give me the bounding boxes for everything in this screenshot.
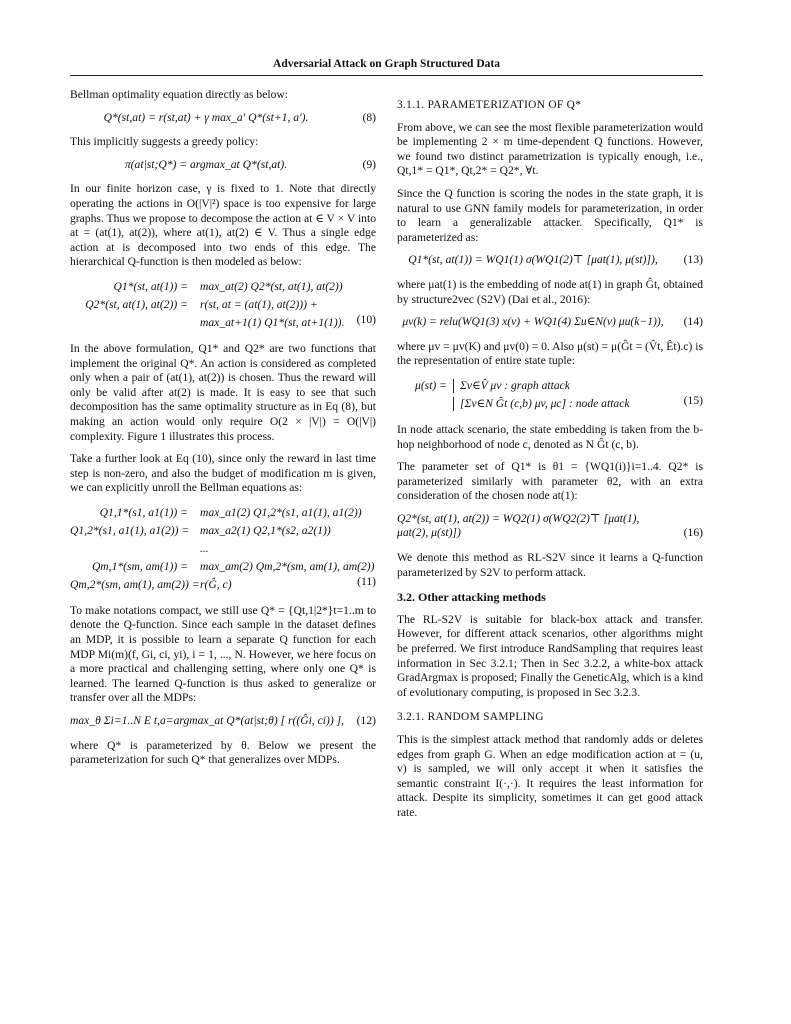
equation-rhs: max_at+1(1) Q1*(st, at+1(1)). — [200, 315, 345, 329]
equation-rhs: ... — [200, 541, 209, 555]
equation-14-number: (14) — [683, 315, 703, 329]
paragraph-formulation: In the above formulation, Q1* and Q2* are two functions that implement the original Q*. An action is considered as completed only when a pair of (at(1), at(2)) is chosen. Thus the reward will only be valid after at(2) is made. It is easy to see that such decomposition has the same optimality structure as in Eq (8), but making an action would only require O(2 × |V|) = O(|V|) complexity. Figure 1 illustrates this process. — [70, 341, 376, 443]
equation-rhs: r(st, at = (at(1), at(2))) + — [200, 297, 318, 311]
paragraph-rl-s2v: We denote this method as RL-S2V since it learns a Q-function parameterized by S2V to perform attack. — [397, 551, 703, 579]
equation-lhs: Qm,1*(sm, am(1)) = — [91, 559, 188, 573]
section-heading-3-2: 3.2. Other attacking methods — [397, 590, 546, 605]
equation-case: [Σv∈N Ĝt (c,b) μv, μc] : node attack — [453, 397, 703, 412]
running-header: Adversarial Attack on Graph Structured Data — [273, 58, 500, 70]
equation-rhs: max_a2(1) Q2,1*(s2, a2(1)) — [200, 523, 331, 537]
header-rule — [70, 75, 703, 76]
equation-lhs: Q2*(st, at(1), at(2)) = — [85, 297, 188, 311]
equation-11 — [70, 504, 376, 594]
equation-10 — [70, 278, 376, 332]
equation-12-body: max_θ Σi=1..N E t,a=argmax_at Q*(at|st;θ) [ r((Ĝi, ci)) ], — [70, 714, 345, 728]
equation-10-number: (10) — [356, 313, 376, 327]
equation-15-row — [397, 377, 703, 395]
equation-14 — [397, 315, 703, 330]
equation-11-row — [70, 576, 376, 594]
equation-case: Σv∈V̂ μv : graph attack — [453, 379, 703, 394]
equation-rhs: max_am(2) Qm,2*(sm, am(1), am(2)) — [200, 559, 375, 573]
equation-lhs: Q1,1*(s1, a1(1)) = — [99, 505, 188, 519]
equation-lhs: Q1*(st, at(1)) = — [113, 279, 188, 293]
equation-16-number: (16) — [683, 526, 703, 540]
equation-11-row — [70, 504, 376, 522]
paragraph-node-attack: In node attack scenario, the state embedding is taken from the b-hop neighborhood of node c, denoted as N Ĝt (c, b). — [397, 422, 703, 451]
equation-11-row — [70, 558, 376, 576]
paragraph-flexible: From above, we can see the most flexible parameterization would be implementing 2 × m time-dependent Q functions. However, we found two distinct parametrization is typically enough, i.e., Qt,1* = Q1*, Qt,2* = Q2*, ∀t. — [397, 120, 703, 178]
equation-rhs: max_at(2) Q2*(st, at(1), at(2)) — [200, 279, 343, 293]
equation-rhs: r(Ĝ, c) — [200, 577, 232, 591]
equation-15-number: (15) — [683, 394, 703, 408]
equation-8-body: Q*(st,at) = r(st,at) + γ max_a′ Q*(st+1, a′). — [103, 110, 309, 124]
equation-8 — [70, 111, 376, 126]
paragraph-gnn: Since the Q function is scoring the nodes in the state graph, it is natural to use GNN family models for parameterization, in order to learn a generalizable attacker. Specifically, Q1* is parameterized as: — [397, 186, 703, 244]
equation-9-number: (9) — [362, 157, 376, 171]
equation-16-body: Q2*(st, at(1), at(2)) = WQ2(1) σ(WQ2(2)⊤ [μat(1), μat(2), μ(st)]) — [397, 511, 640, 540]
equation-lhs: μ(st) = — [415, 378, 447, 392]
equation-9 — [70, 158, 376, 173]
section-heading-3-2-1: 3.2.1. RANDOM SAMPLING — [397, 711, 544, 724]
equation-15 — [397, 377, 703, 413]
paragraph-compact-notation: To make notations compact, we still use Q* = {Qt,1|2*}t=1..m to denote the Q-function. Since each sample in the dataset defines an MDP, it is possible to learn a separate Q function for each MDP Mi(m)(f, Gi, ci, yi), i = 1, ..., N. However, we here focus on a more practical and challenging setting, where only one Q* is learned. The learned Q-function is thus asked to generalize or transfer over all the MDPs: — [70, 603, 376, 705]
embedding-text: where μat(1) is the embedding of node at(1) in graph Ĝt, obtained by structure2vec (S2V) (Dai et al., 2016): — [397, 277, 703, 306]
paragraph-parameterized: where Q* is parameterized by θ. Below we present the parameterization for such Q* that generalizes over MDPs. — [70, 738, 376, 767]
paragraph-other-methods: The RL-S2V is suitable for black-box attack and transfer. However, for different attack scenarios, other algorithms might be preferred. We first introduce RandSampling that requires least information in Sec 3.2.1; Then in Sec 3.2.2, a white-box attack GradArgmax is proposed; Finally the GeneticAlg, which is a kind of evolutionary computing, is proposed in Sec 3.2.3. — [397, 612, 703, 699]
section-heading-3-1-1: 3.1.1. PARAMETERIZATION OF Q* — [397, 99, 582, 111]
equation-9-body: π(at|st;Q*) = argmax_at Q*(st,at). — [124, 157, 288, 171]
paragraph-intro: Bellman optimality equation directly as below: — [70, 88, 288, 101]
equation-lhs: Qm,2*(sm, am(1), am(2)) = — [70, 577, 200, 591]
paragraph-embedding — [397, 278, 703, 307]
right-column — [397, 88, 703, 829]
equation-rhs: max_a1(2) Q1,2*(s1, a1(1), a1(2)) — [200, 505, 362, 519]
paragraph-parameter-set: The parameter set of Q1* is θ1 = {WQ1(i)}i=1..4. Q2* is parameterized similarly with parameter θ2, with an extra consideration of the chosen node at(1): — [397, 460, 703, 503]
equation-12-number: (12) — [356, 714, 376, 728]
equation-11-row — [70, 522, 376, 540]
equation-10-row — [70, 296, 376, 314]
equation-13 — [397, 253, 703, 268]
equation-11-row — [70, 540, 376, 558]
equation-14-body: μv(k) = relu(WQ1(3) x(v) + WQ1(4) Σu∈N(v) μu(k−1)), — [402, 315, 664, 329]
paragraph-greedy: This implicitly suggests a greedy policy: — [70, 135, 259, 149]
paragraph-further-look: Take a further look at Eq (10), since only the reward in last time step is non-zero, and also the budget of modification m is given, we can explicitly unroll the Bellman equations as: — [70, 452, 376, 495]
equation-13-body: Q1*(st, at(1)) = WQ1(1) σ(WQ1(2)⊤ [μat(1), μ(st)]), — [408, 253, 658, 267]
equation-12 — [70, 714, 376, 729]
paragraph-finite-horizon: In our finite horizon case, γ is fixed to 1. Note that directly operating the actions in O(|V|²) space is too expensive for large graphs. Thus we propose to decompose the action at ∈ V × V into at = (at(1), at(2)), where at(1), at(2) ∈ V. Thus a single edge action at is decomposed into two ends of this edge. The hierarchical Q-function is then modeled as below: — [70, 182, 376, 269]
equation-16 — [397, 512, 703, 541]
paragraph-random-sampling: This is the simplest attack method that randomly adds or deletes edges from graph G. When an edge modification action at = (u, v) is sampled, we will only accept it when it satisfies the semantic constraint I(·,·). It requires the least information for attack. Despite its simplicity, sometimes it can get good attack rate. — [397, 733, 703, 819]
paragraph-state-representation: where μv = μv(K) and μv(0) = 0. Also μ(st) = μ(Ĝt = (V̂t, Êt).c) is the representation of entire state tuple: — [397, 339, 703, 368]
equation-11-number: (11) — [357, 575, 376, 589]
equation-10-row — [70, 314, 376, 332]
equation-13-number: (13) — [683, 253, 703, 267]
equation-15-row — [397, 395, 703, 413]
equation-10-row — [70, 278, 376, 296]
equation-lhs: Q1,2*(s1, a1(1), a1(2)) = — [70, 523, 190, 537]
equation-8-number: (8) — [362, 110, 376, 124]
left-column — [70, 88, 376, 776]
